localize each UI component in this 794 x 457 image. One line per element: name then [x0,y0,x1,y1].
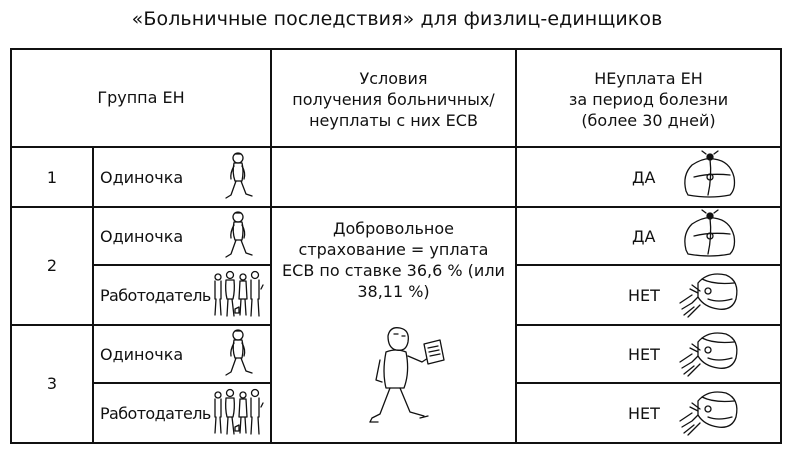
header-conditions-line3: неуплаты с них ЕСВ [309,111,478,130]
row3-type-label: Работодатель [100,286,211,305]
row2-answer: ДА [632,227,656,246]
condition-line2: страхование = уплата [298,240,489,259]
header-nonpay-line3: (более 30 дней) [581,111,716,130]
header-conditions [272,68,515,131]
hand-grabbing-bag-icon [678,328,742,378]
walking-person-icon [222,151,256,201]
condition-line4: 38,11 %) [357,282,430,301]
row5-answer: НЕТ [628,404,660,423]
row1-answer: ДА [632,168,656,187]
row3-answer: НЕТ [628,286,660,305]
condition-line1: Добровольное [332,219,455,238]
header-nonpay-line1: НЕуплата ЕН [594,69,703,88]
row1-type-label: Одиночка [100,168,184,187]
header-conditions-line1: Условия [359,69,428,88]
tied-money-bag-icon [680,210,740,260]
row4-answer: НЕТ [628,345,660,364]
comparison-table [10,48,782,444]
hand-grabbing-bag-icon [678,387,742,437]
walking-person-icon [222,210,256,260]
row5-type-label: Работодатель [100,404,211,423]
hand-grabbing-bag-icon [678,269,742,319]
person-with-paper-icon [350,322,450,434]
row2-type-label: Одиночка [100,227,184,246]
condition-text [272,218,515,302]
header-group: Группа ЕН [97,88,185,107]
header-conditions-line2: получения больничных/ [292,90,495,109]
row4-type-label: Одиночка [100,345,184,364]
group-number-1: 1 [46,168,58,187]
page-title: «Больничные последствия» для физлиц-единщиков [131,8,663,30]
header-nonpay-line2: за период болезни [568,90,729,109]
group-of-people-icon [212,269,264,321]
tied-money-bag-icon [680,151,740,201]
group-of-people-icon [212,387,264,439]
group-number-3: 3 [46,374,58,393]
header-nonpayment [517,68,780,131]
condition-line3: ЕСВ по ставке 36,6 % (или [282,261,505,280]
group-number-2: 2 [46,256,58,275]
walking-person-icon [222,328,256,378]
